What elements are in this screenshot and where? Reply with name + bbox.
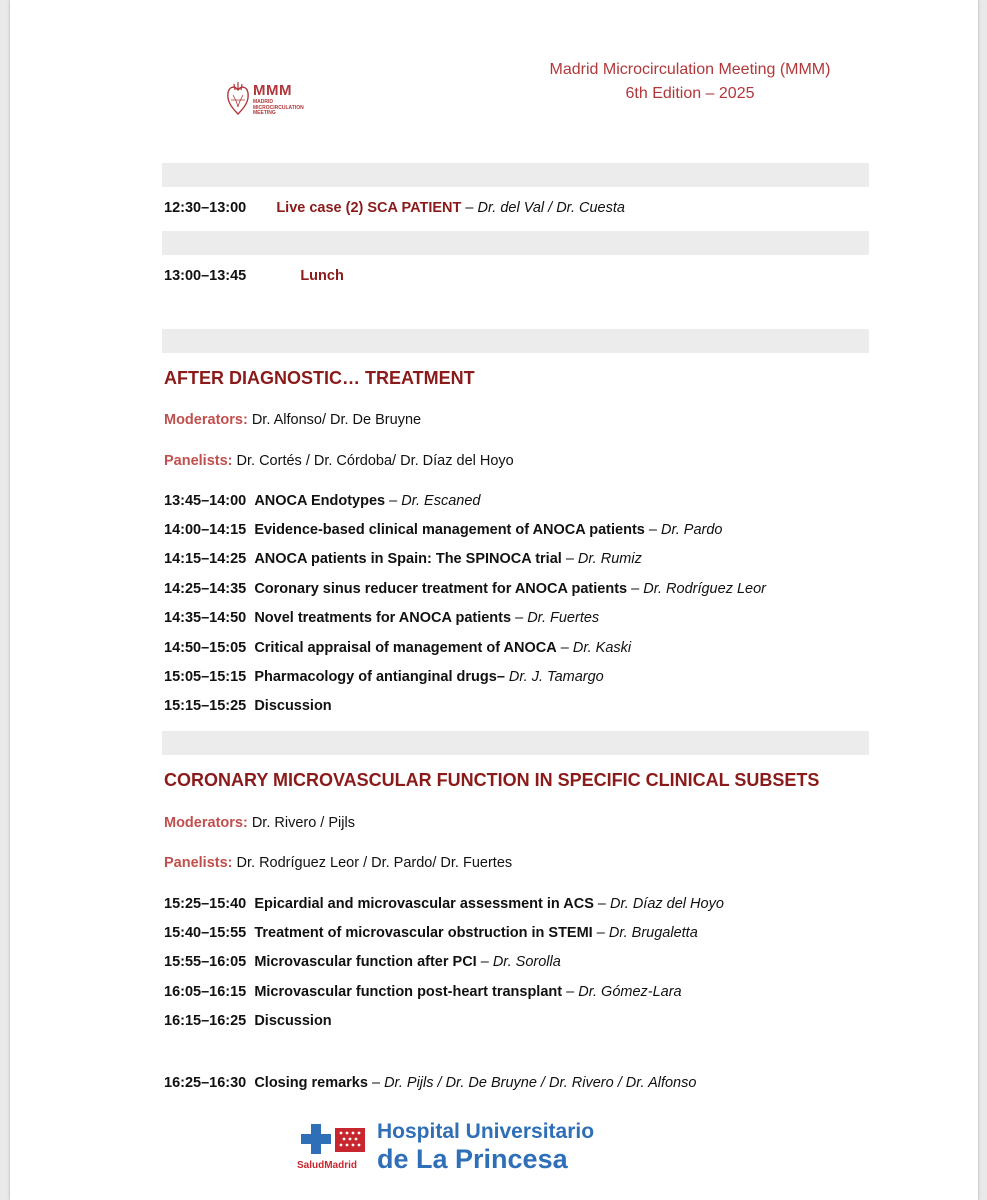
row-speaker: Dr. Escaned — [401, 493, 481, 509]
row-time: 15:40–15:55 — [164, 925, 247, 941]
document-page — [10, 0, 978, 1200]
row-time: 14:25–14:35 — [164, 581, 247, 597]
mmm-logo — [226, 78, 316, 122]
moderators-names: Dr. Rivero / Pijls — [247, 815, 355, 831]
moderators-line — [164, 412, 421, 428]
panelists-names: Dr. Rodríguez Leor / Dr. Pardo/ Dr. Fuertes — [232, 855, 513, 871]
separator-band — [162, 231, 869, 255]
row-speaker: Dr. del Val / Dr. Cuesta — [477, 200, 625, 216]
section-title: CORONARY MICROVASCULAR FUNCTION IN SPECIFIC CLINICAL SUBSETS — [164, 770, 820, 790]
row-separator: – — [476, 954, 493, 970]
row-title: ANOCA Endotypes — [254, 493, 386, 509]
panelists-line — [164, 453, 514, 469]
row-speaker: Dr. Pardo — [660, 522, 723, 538]
row-time: 13:00–13:45 — [164, 268, 247, 284]
separator-band — [162, 163, 869, 187]
row-speaker: Dr. Kaski — [572, 640, 632, 656]
separator-band — [162, 329, 869, 353]
row-time: 12:30–13:00 — [164, 200, 247, 216]
heart-icon — [226, 80, 250, 116]
schedule-row — [164, 268, 344, 284]
row-speaker: Dr. J. Tamargo — [508, 669, 604, 685]
row-speaker: Dr. Rumiz — [577, 551, 642, 567]
row-separator: – — [556, 640, 573, 656]
row-time: 15:55–16:05 — [164, 954, 247, 970]
row-speaker: Dr. Pijls / Dr. De Bruyne / Dr. Rivero / Dr. Alfonso — [384, 1075, 697, 1091]
panelists-line — [164, 855, 512, 871]
schedule-row — [164, 522, 722, 538]
row-time: 16:15–16:25 — [164, 1013, 247, 1029]
schedule-row — [164, 925, 698, 941]
hospital-name-line1: Hospital Universitario — [377, 1120, 595, 1143]
panelists-names: Dr. Cortés / Dr. Córdoba/ Dr. Díaz del Hoyo — [232, 453, 514, 469]
moderators-names: Dr. Alfonso/ Dr. De Bruyne — [247, 412, 422, 428]
meeting-header — [480, 58, 900, 106]
schedule-row — [164, 581, 766, 597]
schedule-row — [164, 200, 625, 216]
logo-text: MMM — [253, 82, 292, 99]
row-time: 14:50–15:05 — [164, 640, 247, 656]
row-title: Novel treatments for ANOCA patients — [254, 610, 512, 626]
moderators-label: Moderators: — [164, 815, 248, 831]
row-speaker: Dr. Fuertes — [527, 610, 600, 626]
schedule-row — [164, 640, 631, 656]
moderators-line — [164, 815, 355, 831]
row-title: Discussion — [254, 1013, 332, 1029]
row-separator: – — [592, 925, 609, 941]
row-title: Discussion — [254, 698, 332, 714]
row-separator: – — [461, 200, 478, 216]
row-separator: – — [562, 984, 579, 1000]
row-time: 16:25–16:30 — [164, 1075, 247, 1091]
row-title: Microvascular function post-heart transplant — [254, 984, 563, 1000]
row-speaker: Dr. Sorolla — [492, 954, 561, 970]
schedule-row — [164, 669, 604, 685]
panelists-label: Panelists: — [164, 855, 233, 871]
row-speaker: Dr. Brugaletta — [608, 925, 698, 941]
meeting-title: Madrid Microcirculation Meeting (MMM) — [549, 61, 831, 78]
row-title: Pharmacology of antianginal drugs– — [254, 669, 505, 685]
schedule-row — [164, 954, 561, 970]
row-title: Closing remarks — [254, 1075, 368, 1091]
panelists-label: Panelists: — [164, 453, 233, 469]
schedule-row — [164, 984, 682, 1000]
row-time: 14:15–14:25 — [164, 551, 247, 567]
row-time: 15:15–15:25 — [164, 698, 247, 714]
row-speaker: Dr. Díaz del Hoyo — [610, 896, 724, 912]
row-time: 16:05–16:15 — [164, 984, 247, 1000]
row-title: Epicardial and microvascular assessment in ACS — [254, 896, 594, 912]
row-speaker: Dr. Rodríguez Leor — [643, 581, 766, 597]
row-separator: – — [385, 493, 402, 509]
logo-subtext: MADRID MICROCIRCULATION MEETING — [253, 99, 304, 116]
row-title: Treatment of microvascular obstruction in STEMI — [254, 925, 593, 941]
salud-madrid-label: SaludMadrid — [297, 1160, 358, 1171]
schedule-row — [164, 551, 642, 567]
row-time: 15:25–15:40 — [164, 896, 247, 912]
section-title: AFTER DIAGNOSTIC… TREATMENT — [164, 368, 475, 388]
row-title: Evidence-based clinical management of ANOCA patients — [254, 522, 645, 538]
schedule-row — [164, 493, 480, 509]
row-time: 14:35–14:50 — [164, 610, 247, 626]
row-time: 13:45–14:00 — [164, 493, 247, 509]
schedule-row — [164, 1013, 332, 1029]
moderators-label: Moderators: — [164, 412, 248, 428]
row-separator: – — [644, 522, 661, 538]
row-title: Live case (2) SCA PATIENT — [276, 200, 462, 216]
row-speaker: Dr. Gómez-Lara — [578, 984, 682, 1000]
hospital-emblem-icon — [297, 1120, 367, 1162]
closing-row — [164, 1075, 696, 1091]
hospital-name-line2: de La Princesa — [377, 1144, 568, 1174]
separator-band — [162, 731, 869, 755]
schedule-row — [164, 698, 332, 714]
schedule-row — [164, 610, 599, 626]
row-title: Lunch — [300, 268, 344, 284]
row-separator: – — [593, 896, 610, 912]
row-time: 14:00–14:15 — [164, 522, 247, 538]
hospital-logo — [297, 1120, 627, 1180]
row-separator: – — [367, 1075, 385, 1091]
row-separator: – — [561, 551, 578, 567]
row-title: Coronary sinus reducer treatment for ANOCA patients — [254, 581, 628, 597]
row-title: ANOCA patients in Spain: The SPINOCA trial — [254, 551, 562, 567]
row-separator: – — [627, 581, 644, 597]
row-separator: – — [511, 610, 528, 626]
row-title: Microvascular function after PCI — [254, 954, 477, 970]
row-title: Critical appraisal of management of ANOCA — [254, 640, 557, 656]
meeting-edition: 6th Edition – 2025 — [625, 85, 755, 102]
schedule-row — [164, 896, 724, 912]
row-time: 15:05–15:15 — [164, 669, 247, 685]
